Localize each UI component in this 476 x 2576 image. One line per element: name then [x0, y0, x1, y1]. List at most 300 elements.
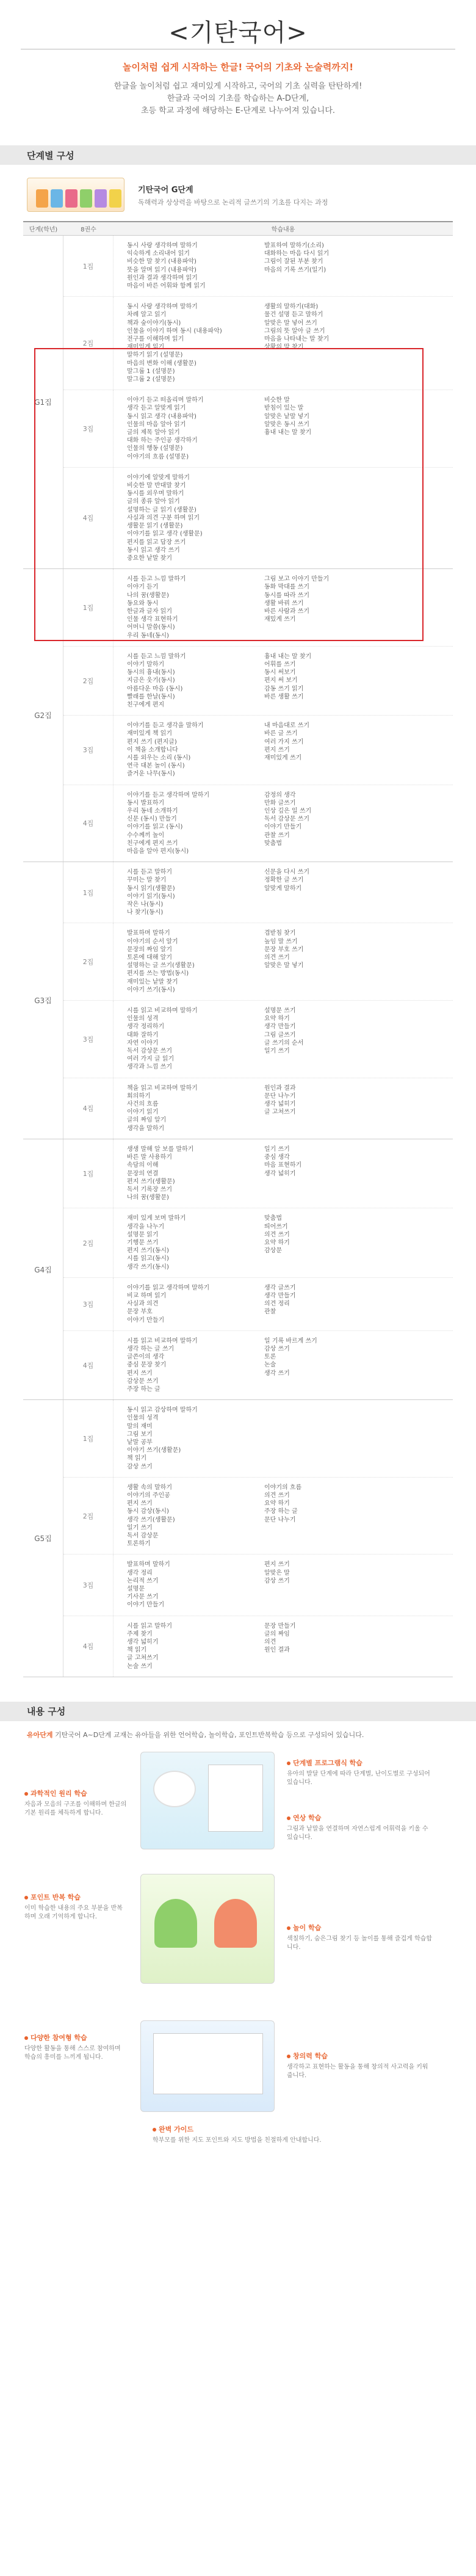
term-label: 3집 — [63, 390, 114, 467]
topic-column — [127, 1284, 264, 1324]
topic-item: 나의 꿈(생활문) — [127, 592, 169, 599]
workbook-sample-image — [140, 1874, 275, 1984]
intro — [0, 60, 476, 117]
topic-item: 문장 부호 쓰기 — [264, 946, 304, 953]
topic-item: 생각 정리하기 — [127, 1023, 165, 1031]
term-row — [63, 1616, 453, 1677]
topic-item: 이야기 만들기 — [127, 1602, 165, 1609]
term-row — [63, 862, 453, 923]
feature-item — [287, 1813, 433, 1842]
topic-item: 동시 사랑 생각하며 말하기 — [127, 303, 198, 311]
topic-item: 이야기를 듣고 생각하며 말하기 — [127, 791, 210, 799]
book-description: 독해력과 상상력을 바탕으로 논리적 글쓰기의 기초를 다지는 과정 — [138, 198, 328, 206]
term-label: 2집 — [63, 923, 114, 1000]
topic-item: 시를 듣고 말하기 — [127, 869, 172, 876]
topic-item: 주장 하는 글 — [264, 1508, 298, 1515]
topic-item: 중심 문장 찾기 — [127, 1362, 167, 1369]
topic-item: 마음이 바른 어휘와 함께 읽기 — [127, 283, 206, 290]
topic-item: 인물의 마음 알아 읽기 — [127, 421, 186, 428]
topic-item: 생활 바꿔 쓰기 — [264, 600, 304, 607]
book-icon — [65, 189, 78, 208]
topic-column — [127, 868, 264, 916]
topic-item: 동시 사랑 생각하며 말하기 — [127, 242, 198, 249]
topic-item: 바른 말 사용하기 — [127, 1154, 172, 1161]
topic-item: 연극 대본 놀이 (동시) — [127, 763, 185, 770]
topic-item: 속담의 이해 — [127, 1162, 159, 1169]
topic-item: 문장 부호 — [127, 1308, 153, 1316]
term-row — [63, 1278, 453, 1331]
topic-column — [127, 1337, 264, 1393]
term-label: 1집 — [63, 236, 114, 296]
topic-item: 책을 읽고 비교하며 말하기 — [127, 1084, 198, 1092]
topic-item: 발표하며 말하기 — [127, 930, 170, 937]
term-label: 2집 — [63, 1478, 114, 1555]
grade-row — [23, 236, 453, 569]
topic-item: 설명문 쓰기 — [264, 1007, 296, 1015]
topic-item: 말그룹 2 (설명문) — [127, 376, 175, 383]
topic-item: 신문 (동시) 만들기 — [127, 816, 177, 823]
topic-item: 재미있는 낱말 찾기 — [127, 978, 178, 985]
feature-desc: 학부모를 위한 지도 포인트와 지도 방법을 친절하게 안내합니다. — [153, 2136, 322, 2144]
topic-item: 관찰 — [264, 1308, 276, 1316]
topic-item: 글의 종류 알아 읽기 — [127, 498, 180, 506]
feature-item — [287, 1923, 433, 1952]
topic-item: 감상 쓰기 — [127, 1463, 153, 1470]
feature-desc: 생각하고 표현하는 활동을 통해 창의적 사고력을 키워 줍니다. — [287, 2063, 428, 2079]
topic-item: 생각을 나누기 — [127, 1223, 165, 1230]
grade-name: G1집 — [23, 236, 63, 568]
topic-item: 생각과 느낌 쓰기 — [127, 1064, 172, 1071]
bullet-icon — [287, 1926, 290, 1930]
feature-item — [287, 1758, 433, 1787]
term-row — [63, 716, 453, 785]
feature-desc: 자음과 모음의 구조를 이해하며 한글의 기본 원리를 체득하게 합니다. — [24, 1801, 127, 1816]
topic-item: 우리 동네 소개하기 — [127, 807, 178, 815]
grade-row — [23, 862, 453, 1139]
topic-item: 동시 읽고 감상하며 말하기 — [127, 1407, 198, 1414]
bullet-icon — [24, 1792, 28, 1796]
topic-item: 바른 사람과 쓰기 — [264, 608, 309, 615]
section-header-contents — [0, 1702, 476, 1721]
bullet-icon — [24, 1896, 28, 1899]
topic-item: 대화 하는 주인공 생각하기 — [127, 437, 198, 444]
topic-item: 흉내 내는 말 찾기 — [264, 429, 312, 437]
grade-row — [23, 1400, 453, 1677]
term-row — [63, 1555, 453, 1616]
topic-item: 요약 하기 — [264, 1239, 290, 1246]
feature-title: 과학적인 원리 학습 — [31, 1789, 87, 1798]
topic-item: 맞춤법 — [264, 1215, 282, 1222]
topic-item: 재미 있게 보며 말하기 — [127, 1215, 186, 1222]
term-label: 4집 — [63, 1078, 114, 1139]
topic-item: 의견 쓰기 — [264, 1492, 290, 1499]
feature-desc: 다양한 활동을 통해 스스로 참여하며 학습의 흥미를 느끼게 됩니다. — [24, 2045, 121, 2061]
topic-item: 이야기 쓰기(동시) — [127, 986, 175, 993]
topic-item: 생각 하는 글 쓰기 — [127, 1345, 175, 1352]
bullet-icon — [24, 2036, 28, 2040]
topic-column — [264, 1084, 402, 1133]
topic-item: 인물을 이야기 하며 동시 (내용파악) — [127, 327, 222, 335]
topic-item: 이야기를 읽고 생각 (생활문) — [127, 531, 203, 538]
feature-desc: 색칠하기, 숨은그림 찾기 등 놀이를 통해 즐겁게 학습합니다. — [287, 1935, 432, 1951]
term-row — [63, 297, 453, 390]
topic-item: 말그룹 1 (설명문) — [127, 368, 175, 375]
topic-item: 지금은 웃기(동시) — [127, 677, 175, 684]
topic-item: 마음 표현하기 — [264, 1162, 302, 1169]
topic-item: 그림의 뜻 알아 글 쓰기 — [264, 327, 325, 335]
topic-item: 일기 쓰기 — [264, 1048, 290, 1055]
topic-item: 비슷한 말 — [264, 397, 290, 404]
topic-item: 원인과 결과 생각하며 읽기 — [127, 274, 198, 281]
term-row — [63, 390, 453, 468]
topic-column — [264, 722, 402, 778]
topic-item: 뜻을 알며 읽기 (내용파악) — [127, 266, 197, 274]
topic-item: 바른 생활 쓰기 — [264, 693, 304, 700]
feature-title: 연상 학습 — [293, 1813, 322, 1822]
bullet-icon — [287, 2055, 290, 2058]
topic-item: 동요와 동시 — [127, 600, 159, 607]
topic-column — [127, 653, 264, 709]
topic-item: 받침이 있는 말 — [264, 405, 304, 412]
topic-item: 비슷한 말 반대말 찾기 — [127, 482, 186, 490]
feature-item — [24, 1788, 128, 1818]
topic-item: 주제 찾기 — [127, 1630, 153, 1638]
term-row — [63, 1139, 453, 1208]
topic-column — [264, 474, 402, 562]
book-intro — [27, 173, 476, 216]
term-label: 3집 — [63, 1001, 114, 1078]
topic-item: 말하기 읽기 (설명문) — [127, 352, 183, 359]
grade-name: G3집 — [23, 862, 63, 1139]
topic-item: 사실과 의견 — [127, 1301, 159, 1308]
term-label: 3집 — [63, 1555, 114, 1615]
topic-item: 그림 보고 이야기 만들기 — [264, 576, 330, 583]
topic-item: 비교 하며 읽기 — [127, 1292, 167, 1299]
topic-column — [264, 929, 402, 994]
topic-column — [264, 868, 402, 916]
topic-column — [127, 1084, 264, 1133]
topic-item: 생생 말해 알 보를 말하기 — [127, 1145, 194, 1153]
topic-item: 빨래를 한날(동시) — [127, 693, 175, 700]
term-row — [63, 468, 453, 568]
feature-desc: 이미 학습한 내용의 주요 부분을 반복하며 오래 기억하게 합니다. — [24, 1904, 123, 1920]
topic-column — [264, 653, 402, 709]
topic-item: 생활문 읽기 (생활문) — [127, 523, 183, 530]
topic-item: 이야기 듣기 — [127, 584, 159, 591]
topic-item: 생각 듣고 알맞게 읽기 — [127, 405, 186, 412]
term-label: 2집 — [63, 297, 114, 390]
topic-item: 이야기 읽기 — [127, 1109, 159, 1116]
tree-illustration — [214, 1899, 257, 1948]
topic-item: 논리적 쓰기 — [127, 1577, 159, 1584]
topic-item: 원인 결과 — [264, 1647, 290, 1654]
topic-column — [264, 1406, 402, 1471]
topic-item: 독서 감상문 — [127, 1533, 159, 1540]
topic-item: 일 기록 바르게 쓰기 — [264, 1337, 317, 1344]
book-icon — [51, 189, 63, 208]
topic-item: 토론하기 — [127, 1540, 151, 1548]
book-icon — [95, 189, 107, 208]
topic-item: 글의 짜임 — [264, 1630, 290, 1638]
topic-item: 회의하기 — [127, 1092, 151, 1100]
topic-item: 말의 재미 — [127, 1423, 153, 1430]
topic-item: 이야기의 흐름 — [264, 1484, 302, 1491]
topic-column — [127, 303, 264, 383]
term-row — [63, 647, 453, 716]
topic-item: 이야기를 읽고 생각하며 말하기 — [127, 1284, 210, 1291]
topic-item: 편지 쓰기(동시) — [127, 1247, 169, 1255]
topic-item: 글 쓰기의 순서 — [264, 1039, 304, 1047]
topic-item: 의견 쓰기 — [264, 1231, 290, 1238]
topic-column — [127, 1561, 264, 1609]
topic-item: 동시를 외우며 말하기 — [127, 490, 184, 498]
grade-name: G5집 — [23, 1400, 63, 1677]
topic-column — [264, 242, 402, 290]
topic-item: 생활의 말하기(대화) — [264, 303, 319, 311]
feature-desc: 그림과 낱말을 연결하며 자연스럽게 어휘력을 키울 수 있습니다. — [287, 1825, 428, 1841]
topic-item: 편지를 쓰는 방법(동시) — [127, 970, 189, 978]
topic-item: 편지 쓰기(생활문) — [127, 1178, 175, 1185]
topic-item: 이야기 만들기 — [264, 824, 302, 831]
workbook-sample-image — [140, 2020, 275, 2112]
topic-item: 설명하는 글 읽기 (생활문) — [127, 506, 197, 513]
topic-item: 동시 읽고 생각 (내용파악) — [127, 413, 197, 420]
topic-item: 즐거운 나무(동시) — [127, 771, 175, 778]
term-row — [63, 923, 453, 1001]
topic-item: 감상문 쓰기 — [127, 1377, 159, 1385]
topic-item: 생각 정리 — [127, 1569, 153, 1576]
topic-column — [127, 242, 264, 290]
header-term: 8권수 — [81, 227, 96, 233]
book-icon — [36, 189, 48, 208]
topic-item: 동시 써보기 — [264, 669, 296, 677]
topic-item: 동시 발표하기 — [127, 799, 165, 807]
term-label: 1집 — [63, 1400, 114, 1477]
header-grade: 단계(학년) — [29, 227, 58, 233]
topic-item: 마음의 변화 이해 (생활문) — [127, 360, 197, 367]
topic-item: 꾸미는 말 찾기 — [127, 877, 167, 884]
topic-item: 인물의 성격 — [127, 1415, 159, 1422]
worksheet-panel — [153, 2033, 263, 2094]
topic-item: 재밌게 쓰기 — [264, 616, 296, 623]
topic-item: 이야기를 읽고 (동시) — [127, 824, 183, 831]
term-label: 1집 — [63, 1139, 114, 1208]
topic-item: 편지 쓰기 (편지글) — [127, 738, 177, 746]
topic-item: 책 읽기 — [127, 1455, 147, 1462]
topic-item: 책과 숲이야기(동시) — [127, 319, 181, 327]
section-header-levels — [0, 145, 476, 165]
topic-item: 이야기의 흐름 (설명문) — [127, 453, 189, 460]
curriculum-table — [23, 221, 453, 1677]
topic-item: 마음의 기록 쓰기(일기) — [264, 266, 326, 274]
feature-item — [153, 2124, 336, 2145]
topic-item: 생활 속의 말하기 — [127, 1484, 172, 1491]
topic-item: 일기 쓰기 — [264, 1145, 290, 1153]
topic-item: 친구에게 편지 쓰기 — [127, 840, 178, 847]
bullet-icon — [287, 1816, 290, 1820]
topic-item: 이 책을 소개합니다 — [127, 746, 178, 753]
topic-item: 생각 글쓰기 — [264, 1284, 296, 1291]
feature-title: 완벽 가이드 — [159, 2125, 193, 2133]
topic-item: 의견 쓰기 — [264, 954, 290, 962]
topic-item: 토론에 대해 알기 — [127, 954, 172, 962]
topic-item: 일기 쓰기 — [127, 1524, 153, 1531]
term-label: 3집 — [63, 1278, 114, 1330]
topic-item: 재미있게 책 읽기 — [127, 730, 172, 738]
topic-item: 알맞게 말하기 — [264, 885, 302, 892]
term-label: 4집 — [63, 1616, 114, 1677]
topic-item: 인상 깊은 일 쓰기 — [264, 807, 312, 815]
topic-item: 시를 읽고 비교하며 말하기 — [127, 1007, 198, 1015]
table-header — [23, 222, 453, 236]
topic-item: 인물의 성격 — [127, 1015, 159, 1023]
topic-item: 동시 읽고 생각 쓰기 — [127, 546, 180, 554]
topic-item: 기행문 쓰기 — [127, 1239, 159, 1246]
topic-item: 낱말 공부 — [127, 1439, 153, 1446]
topic-item: 감상문 — [264, 1247, 282, 1255]
topic-item: 마음을 나타내는 말 찾기 — [264, 336, 330, 343]
section-header-label: 내용 구성 — [27, 1706, 66, 1718]
topic-item: 만화 글쓰기 — [264, 799, 296, 807]
topic-item: 띄어쓰기 — [264, 1223, 288, 1230]
topic-item: 동시를 따라 쓰기 — [264, 592, 309, 599]
topic-item: 익숙하게 소리내어 읽기 — [127, 250, 190, 258]
lead-label: 유아단계 — [27, 1730, 53, 1739]
grade-name: G4집 — [23, 1139, 63, 1399]
topic-item: 요약 하기 — [264, 1015, 290, 1023]
topic-item: 나 찾기(동시) — [127, 909, 164, 916]
feature-item — [287, 2051, 433, 2080]
feature-title: 놀이 학습 — [293, 1923, 322, 1932]
topic-item: 알맞은 말 넣기 — [264, 962, 304, 970]
topic-item: 동시 읽기(생활문) — [127, 885, 175, 892]
topic-item: 한글과 글자 읽기 — [127, 608, 172, 615]
topic-item: 편지 쓰기 — [264, 746, 290, 753]
topic-item: 그림이 잘된 부분 찾기 — [264, 258, 323, 266]
topic-column — [264, 1622, 402, 1671]
topic-item: 글의 짜임 알기 — [127, 1117, 167, 1124]
topic-item: 자연 이야기 — [127, 1039, 159, 1047]
topic-item: 재미있게 읽기 — [127, 344, 165, 351]
topic-item: 생각 쓰기(동시) — [127, 1263, 169, 1271]
feature-area — [0, 1746, 476, 2185]
topic-item: 상황의 말 찾기 — [264, 344, 304, 351]
topic-item: 어머니 말씀(동시) — [127, 624, 175, 631]
topic-item: 이야기 읽기(동시) — [127, 893, 175, 900]
topic-item: 마음을 알아 편지(동시) — [127, 848, 189, 855]
topic-item: 감정의 생각 — [264, 791, 296, 799]
topic-item: 생각을 말하기 — [127, 1125, 165, 1132]
topic-item: 비슷한 말 찾기 (내용파악) — [127, 258, 197, 266]
topic-item: 그림 보기 — [127, 1431, 153, 1438]
topic-item: 책 읽기 — [127, 1647, 147, 1654]
topic-item: 바른 글 쓰기 — [264, 730, 298, 738]
topic-item: 대화 잘하기 — [127, 1031, 159, 1039]
topic-column — [264, 791, 402, 856]
topic-item: 관찰 쓰기 — [264, 832, 290, 839]
topic-column — [264, 396, 402, 461]
topic-item: 아름다운 마음 (동시) — [127, 685, 183, 692]
topic-item: 생각 넓히기 — [264, 1170, 296, 1177]
topic-item: 기사문 쓰기 — [127, 1594, 159, 1601]
topic-item: 독서 기록장 쓰기 — [127, 1186, 172, 1193]
topic-column — [127, 1406, 264, 1471]
topic-item: 정확한 글 쓰기 — [264, 877, 304, 884]
topic-item: 여러 가지 글 읽기 — [127, 1056, 175, 1063]
topic-item: 작은 나(동시) — [127, 901, 164, 909]
topic-column — [264, 1284, 402, 1324]
topic-item: 사건의 흐름 — [127, 1101, 159, 1108]
topic-column — [127, 1484, 264, 1548]
topic-item: 동시 감상(동시) — [127, 1508, 169, 1515]
section-lead — [27, 1730, 476, 1740]
feature-item — [24, 2033, 128, 2062]
topic-item: 문장 만들기 — [264, 1622, 296, 1630]
topic-item: 시를 외우는 소리 (동시) — [127, 754, 191, 761]
topic-item: 이야기를 듣고 생각을 말하기 — [127, 722, 204, 730]
topic-item: 글의 제목 알아 읽기 — [127, 429, 180, 437]
topic-item: 발표하며 말하기 — [127, 1561, 170, 1569]
topic-item: 편지 쓰기 — [127, 1370, 153, 1377]
topic-item: 요약 하기 — [264, 1500, 290, 1508]
topic-column — [127, 1145, 264, 1202]
topic-item: 대화하는 마음 다시 읽기 — [264, 250, 330, 258]
topic-item: 설명하는 글 쓰기(생활문) — [127, 962, 195, 970]
topic-item: 차례 알고 읽기 — [127, 311, 167, 319]
tree-illustration — [154, 1899, 197, 1948]
topic-column — [264, 1214, 402, 1271]
topic-item: 감상 쓰기 — [264, 1345, 290, 1352]
intro-line: 한글과 국어의 기초를 학습하는 A-D단계, — [167, 94, 309, 103]
book-cover-image — [27, 178, 124, 212]
topic-item: 이야기 쓰기(생활문) — [127, 1447, 181, 1454]
intro-line: 초등 학교 과정에 해당하는 E-단계로 나누어져 있습니다. — [140, 106, 336, 115]
topic-item: 논술 — [264, 1362, 276, 1369]
section-header-label: 단계별 구성 — [27, 150, 74, 161]
book-icon — [109, 189, 121, 208]
topic-item: 문장의 연결 — [127, 1170, 159, 1177]
topic-column — [264, 303, 402, 383]
topic-item: 동화 막대를 쓰기 — [264, 584, 309, 591]
topic-item: 생각 만들기 — [264, 1023, 296, 1031]
topic-item: 겹받침 찾기 — [264, 930, 296, 937]
topic-item: 생각 쓰기 — [264, 1370, 290, 1377]
topic-column — [264, 1484, 402, 1548]
topic-item: 토론 — [264, 1354, 276, 1361]
topic-item: 신문을 다시 쓰기 — [264, 869, 309, 876]
topic-column — [127, 474, 264, 562]
term-label: 4집 — [63, 785, 114, 862]
topic-item: 편지 쓰기 — [127, 1500, 153, 1508]
topic-item: 문단 나누기 — [264, 1092, 296, 1100]
term-row — [63, 236, 453, 297]
term-label: 3집 — [63, 716, 114, 784]
topic-item: 사실과 의견 구분 하며 읽기 — [127, 514, 200, 521]
topic-column — [264, 1561, 402, 1609]
topic-item: 높임 말 쓰기 — [264, 938, 298, 945]
term-row — [63, 785, 453, 862]
topic-item: 이야기 듣고 떠올리며 말하기 — [127, 397, 204, 404]
topic-item: 수수께끼 놀이 — [127, 832, 165, 839]
topic-item: 알맞은 말 넣어 쓰기 — [264, 319, 317, 327]
bullet-icon — [287, 1761, 290, 1765]
topic-item: 시를 듣고 느낌 말하기 — [127, 653, 186, 660]
topic-column — [264, 1337, 402, 1393]
topic-item: 전구를 이해하며 읽기 — [127, 336, 184, 343]
topic-item: 문단 나누기 — [264, 1516, 296, 1523]
feature-desc: 유아의 발달 단계에 따라 단계별, 난이도별로 구성되어 있습니다. — [287, 1770, 430, 1786]
topic-column — [264, 1007, 402, 1072]
